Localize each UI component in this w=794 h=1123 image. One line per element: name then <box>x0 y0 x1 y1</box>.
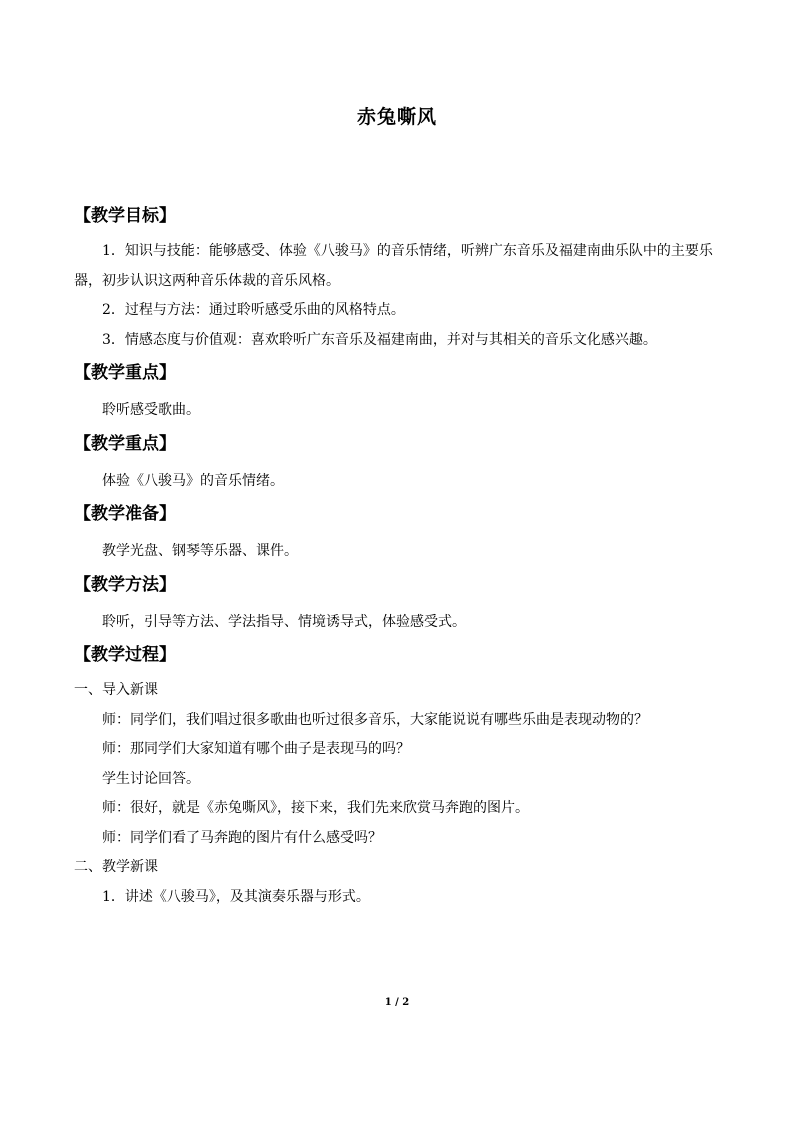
section-heading-difficulties: 【教学重点】 <box>74 433 176 454</box>
difficulties-paragraph: 体验《八骏马》的音乐情绪。 <box>102 472 284 489</box>
page-title: 赤兔嘶风 <box>356 106 437 128</box>
objectives-paragraph-1: 1．知识与技能：能够感受、体验《八骏马》的音乐情绪，听辨广东音乐及福建南曲乐队中的主要乐器，初步认识这两种音乐体裁的音乐风格。 <box>74 243 713 289</box>
process-part1-line-5: 师：同学们看了马奔跑的图片有什么感受吗？ <box>102 829 382 846</box>
document-body <box>74 200 724 912</box>
process-part1-line-3: 学生讨论回答。 <box>102 770 200 787</box>
section-heading-key-points: 【教学重点】 <box>74 363 176 383</box>
section-heading-process: 【教学过程】 <box>74 645 176 665</box>
section-heading-preparation: 【教学准备】 <box>74 504 176 524</box>
process-part1-title: 一、导入新课 <box>74 682 158 698</box>
objectives-paragraph-3: 3．情感态度与价值观：喜欢聆听广东音乐及福建南曲，并对与其相关的音乐文化感兴趣。 <box>102 331 657 348</box>
process-part1-line-4: 师：很好，就是《赤兔嘶风》，接下来，我们先来欣赏马奔跑的图片。 <box>102 800 529 816</box>
process-part2-title: 二、教学新课 <box>74 859 158 875</box>
methods-paragraph: 聆听，引导等方法、学法指导、情境诱导式，体验感受式。 <box>102 613 466 630</box>
process-part1-line-1: 师：同学们，我们唱过很多歌曲也听过很多音乐，大家能说说有哪些乐曲是表现动物的？ <box>102 711 648 728</box>
objectives-paragraph-2: 2．过程与方法：通过聆听感受乐曲的风格特点。 <box>102 302 405 318</box>
process-part1-line-2: 师：那同学们大家知道有哪个曲子是表现马的吗？ <box>102 741 410 757</box>
key-points-paragraph: 聆听感受歌曲。 <box>102 402 200 418</box>
section-heading-methods: 【教学方法】 <box>74 574 176 595</box>
process-part2-line-1: 1．讲述《八骏马》，及其演奏乐器与形式。 <box>102 888 370 905</box>
section-heading-objectives: 【教学目标】 <box>74 206 176 226</box>
page-number: 1 / 2 <box>384 997 410 1008</box>
preparation-paragraph: 教学光盘、钢琴等乐器、课件。 <box>102 543 298 559</box>
